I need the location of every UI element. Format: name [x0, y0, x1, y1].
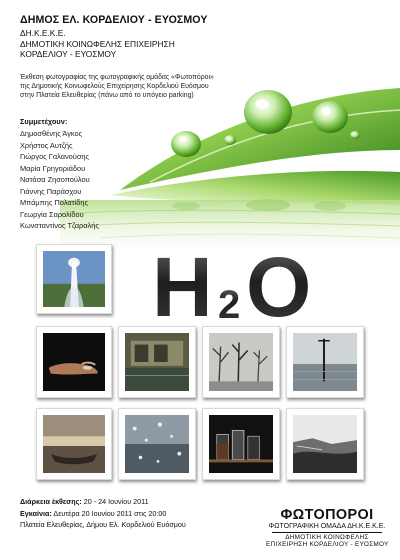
exhibition-info: [20, 496, 260, 531]
participant-name: Νατάσα Ζησοπούλου: [20, 175, 90, 184]
opening-label: Εγκαίνια:: [20, 508, 52, 518]
brand-org-line-2: ΕΠΙΧΕΙΡΗΣΗ ΚΟΡΔΕΛΙΟΥ - ΕΥΟΣΜΟΥ: [266, 541, 389, 549]
description-line: της Δημοτικής Κοινωφελούς Επιχείρησης Κορδελιού Ευόσμου: [20, 83, 209, 91]
header: [20, 14, 320, 60]
participant-name: Γεωργία Σαρολίδου: [20, 209, 84, 219]
brand-divider: [272, 532, 382, 533]
photo-hand-water: [36, 326, 112, 398]
fountain-icon: [43, 251, 105, 307]
org-location: ΚΟΡΔΕΛΙΟΥ - ΕΥΟΣΜΟΥ: [20, 49, 117, 59]
opening-line: [20, 508, 260, 520]
boat-on-shore-icon: [43, 415, 105, 473]
flooded-room-icon: [125, 333, 189, 391]
participants-list: [20, 117, 180, 232]
pole-in-sea-icon: [293, 333, 357, 391]
h2o-o-letter: O: [246, 246, 312, 324]
h2o-h-letter: H: [152, 246, 213, 324]
duration-line: [20, 496, 260, 508]
description-line: Έκθεση φωτογραφίας της φωτογραφικής ομάδας «Φωτοπόροι»: [20, 74, 214, 81]
municipality-title: ΔΗΜΟΣ ΕΛ. ΚΟΡΔΕΛΙΟΥ - ΕΥΟΣΜΟΥ: [20, 14, 208, 26]
brand-name: ΦΩΤΟΠΟΡΟΙ: [280, 507, 374, 523]
photo-shoreline: [286, 408, 364, 480]
photo-rainy-window: [118, 408, 196, 480]
exhibition-description: [20, 73, 290, 101]
opening-value: Δευτέρα 20 Ιουνίου 2011 στις 20:00: [51, 508, 167, 518]
participant-name: Μπάμπης Πολατίδης: [20, 198, 89, 207]
participant-name: Μαρία Γρηγοριάδου: [20, 163, 86, 173]
photo-pole-in-sea: [286, 326, 364, 398]
shoreline-icon: [293, 415, 357, 473]
h2o-logo: [150, 246, 330, 324]
brand-org-line-1: ΔΗΜΟΤΙΚΗ ΚΟΙΝΩΦΕΛΗΣ: [285, 534, 369, 541]
photo-flooded-room: [118, 326, 196, 398]
misty-trees-icon: [209, 333, 273, 391]
venue-line: Πλατεία Ελευθερίας, Δήμου Ελ. Κορδελιού Ευόσμου: [20, 520, 186, 529]
participants-heading: Συμμετέχουν:: [20, 117, 68, 126]
duration-value: 20 - 24 Ιουνίου 2011: [81, 497, 149, 506]
fotoporoi-logo: [266, 508, 388, 548]
participant-name: Κωνσταντίνος Τζαραλής: [20, 221, 99, 230]
photo-boat-on-shore: [36, 408, 112, 480]
participant-name: Δημοσθένης Άγκος: [20, 129, 83, 138]
org-abbreviation: ΔΗ.Κ.Ε.Κ.Ε.: [20, 28, 66, 38]
photo-misty-trees: [202, 326, 280, 398]
hand-water-icon: [43, 333, 105, 391]
org-full-name: ΔΗΜΟΤΙΚΗ ΚΟΙΝΩΦΕΛΗΣ ΕΠΙΧΕΙΡΗΣΗ: [20, 38, 175, 49]
participant-name: Γιάννης Παράσχου: [20, 186, 82, 196]
participant-name: Γιώργος Γαλανούσης: [20, 152, 90, 161]
description-line: στην Πλατεία Ελευθερίας (πάνω από το υπόγειο parking): [20, 92, 194, 100]
participant-name: Χρήστος Αυτζής: [20, 140, 73, 150]
photo-glasses: [202, 408, 280, 480]
brand-subtitle: ΦΩΤΟΓΡΑΦΙΚΗ ΟΜΑΔΑ ΔΗ.Κ.Ε.Κ.Ε.: [268, 523, 386, 530]
duration-label: Διάρκεια έκθεσης:: [20, 497, 82, 506]
glasses-icon: [209, 415, 273, 473]
rainy-window-icon: [125, 415, 189, 473]
photo-fountain: [36, 244, 112, 314]
h2o-2-digit: 2: [218, 283, 241, 324]
